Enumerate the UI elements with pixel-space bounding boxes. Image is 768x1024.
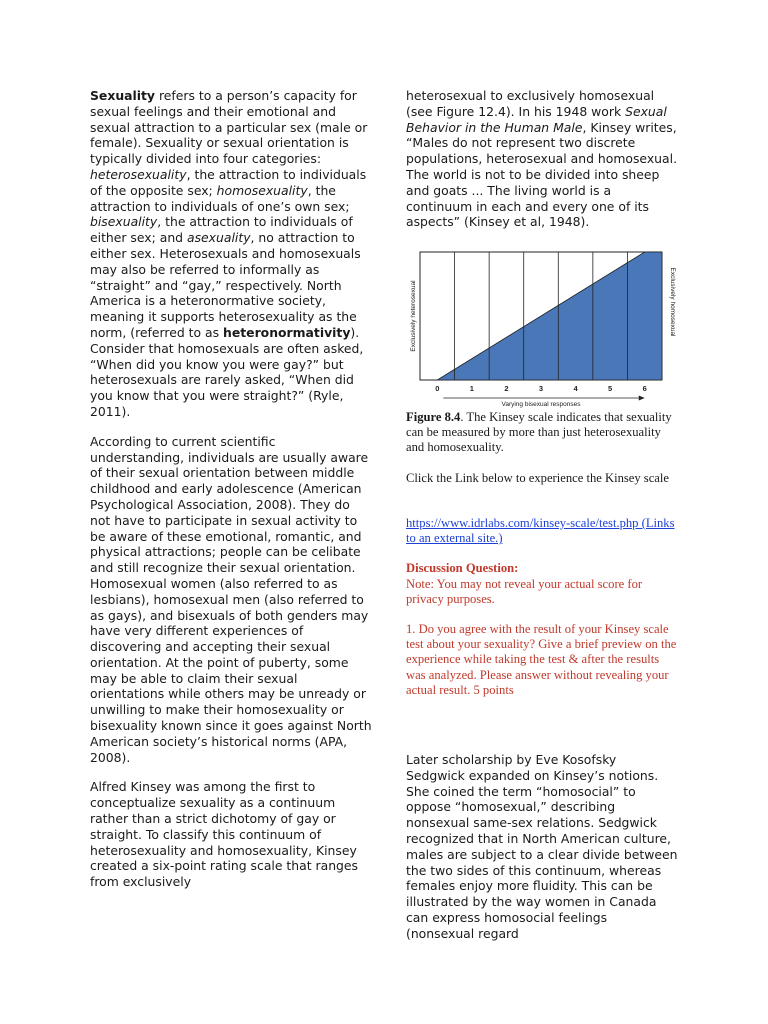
x-tick-label: 1 [469,384,474,393]
paragraph-sedgwick: Later scholarship by Eve Kosofsky Sedgwick expanded on Kinsey’s notions. She coined the term “homosocial” to oppose “homosexual,” describing nonsexual same-sex relations. Sedgwick recognized that in North American culture, males are subject to a clear divide between the two sides of this continuum, whereas females enjoy more fluidity. This can be illustrated by the way women in Canada can express homosocial feelings (nonsexual regard [406,752,678,941]
term-homosexuality: homosexuality [216,182,308,198]
right-column-bottom [406,752,678,942]
paragraph-kinsey-intro: Alfred Kinsey was among the first to conceptualize sexuality as a continuum rather than a strict dichotomy of gay or straight. To classify this continuum of heterosexuality and homosexuality, Kinsey created a six-point rating scale that ranges from exclusively [90,779,359,890]
left-column [90,88,372,904]
x-tick-label: 5 [608,384,613,393]
paragraph-orientation-awareness: According to current scientific understanding, individuals are usually aware of their sexual orientation between middle childhood and early adolescence (American Psychological Association, 2008). They do not have to participate in sexual activity to be aware of these emotional, romantic, and physical attractions; people can be celibate and still recognize their sexual orientation. Homosexual women (also referred to as lesbians), homosexual men (also referred to as gays), and bisexuals of both genders may have very different experiences of discovering and accepting their sexual orientation. At the point of puberty, some may be able to claim their sexual orientations while others may be unready or unwilling to make their homosexuality or bisexuality known since it goes against North American society’s historical norms (APA, 2008). [90,433,372,765]
x-tick-label: 2 [504,384,509,393]
x-axis-label: Varying bisexual responses [501,401,581,408]
discussion-note: Note: You may not reveal your actual score for privacy purposes. [406,577,643,607]
figure-label: Figure 8.4 [406,410,461,424]
term-asexuality: asexuality [187,230,251,246]
book-title: Sexual Behavior in the Human Male [406,103,667,135]
click-link-instruction: Click the Link below to experience the Kinsey scale [406,471,669,485]
kinsey-test-link[interactable]: https://www.idrlabs.com/kinsey-scale/test.php (Links to an external site.) [406,516,675,546]
kinsey-scale-chart [406,248,678,410]
x-axis-arrowhead [639,396,645,401]
term-sexuality: Sexuality [90,88,155,103]
y-axis-label-left: Exclusively heterosexual [410,280,417,352]
x-tick-label: 6 [642,384,647,393]
y-axis-label-right: Exclusively homosexual [669,267,676,337]
kinsey-scale-figure [406,248,678,410]
discussion-question: 1. Do you agree with the result of your Kinsey scale test about your sexuality? Give a brief preview on the experience while taking the test & after the results was analyzed. Please answer without revealing your actual result. 5 points [406,622,677,697]
x-tick-label: 0 [435,384,440,393]
discussion-title: Discussion Question: [406,561,519,575]
term-heteronormativity: heteronormativity [223,324,351,340]
term-bisexuality: bisexuality [90,214,158,230]
x-tick-label: 3 [538,384,544,393]
paragraph-sexuality-definition: Sexuality refers to a person’s capacity for sexual feelings and their emotional and sexual attraction to a particular sex (male or female). Sexuality or sexual orientation is typically divided into four categories: heterosexuality, the attraction to individuals of the opposite sex; homosexuality, the attraction to individuals of one’s own sex; bisexuality, the attraction to individuals of either sex; and asexuality, no attraction to either sex. Heterosexuals and homosexuals may also be referred to informally as “straight” and “gay,” respectively. North America is a heteronormative society, meaning it supports heterosexuality as the norm, (referred to as heteronormativity). Consider that homosexuals are often asked, “When did you know you were gay?” but heterosexuals are rarely asked, “When did you know that you were straight?” (Ryle, 2011). [90,88,368,419]
right-column-top [406,88,678,230]
term-heterosexuality: heterosexuality [90,166,187,182]
figure-caption: Figure 8.4. The Kinsey scale indicates that sexuality can be measured by more than just heterosexuality and homosexuality. [406,410,672,455]
x-tick-label: 4 [573,384,578,393]
paragraph-kinsey-quote: heterosexual to exclusively homosexual (see Figure 12.4). In his 1948 work Sexual Behavior in the Human Male, Kinsey writes, “Males do not represent two discrete populations, heterosexual and homosexual. The world is not to be divided into sheep and goats ... The living world is a continuum in each and every one of its aspects” (Kinsey et al, 1948). [406,88,678,230]
